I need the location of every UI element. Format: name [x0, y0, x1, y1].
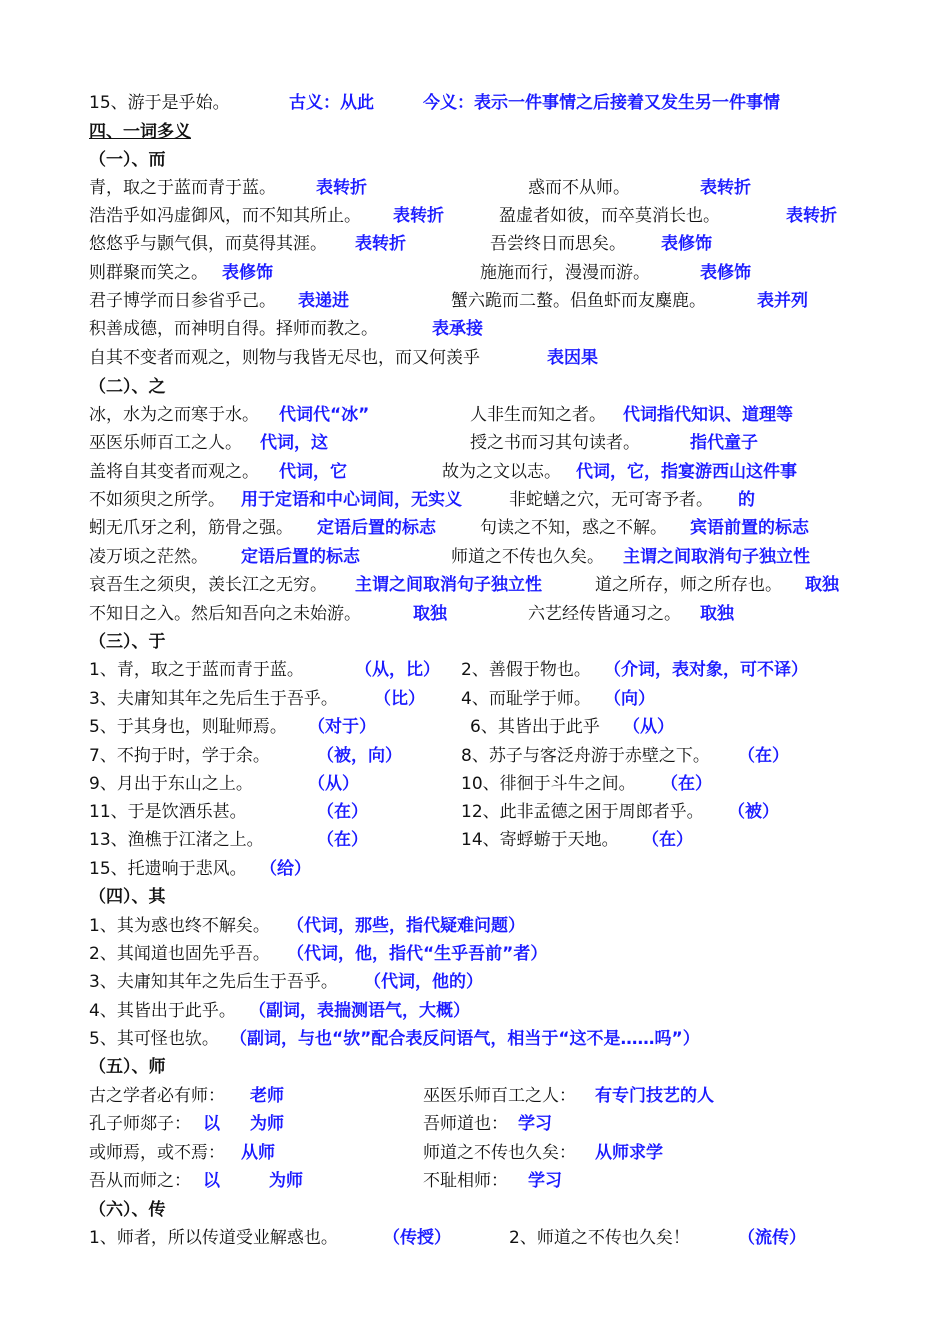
- explanation: （在）: [317, 802, 368, 822]
- example-row: [0, 968, 950, 996]
- explanation: 学习: [518, 1114, 552, 1134]
- explanation: 代词代“冰”: [279, 405, 370, 425]
- example: 3、夫庸知其年之先后生于吾乎。: [89, 689, 338, 709]
- explanation: 表修饰: [222, 263, 273, 283]
- explanation: （被）: [728, 802, 779, 822]
- example-row: [0, 401, 950, 429]
- example: 1、其为惑也终不解矣。: [89, 916, 270, 936]
- explanation: 表因果: [547, 348, 598, 368]
- explanation: 有专门技艺的人: [595, 1086, 714, 1106]
- example: 施施而行，漫漫而游。: [480, 263, 650, 283]
- example: 5、其可怪也欤。: [89, 1029, 219, 1049]
- explanation: 表修饰: [661, 234, 712, 254]
- explanation: （介词，表对象，可不译）: [604, 660, 808, 680]
- explanation: （在）: [661, 774, 712, 794]
- example: 吾尝终日而思矣。: [490, 234, 626, 254]
- explanation: 用于定语和中心词间，无实义: [241, 490, 462, 510]
- example: 君子博学而日参省乎己。: [89, 291, 276, 311]
- example: 不耻相师：: [423, 1171, 508, 1191]
- example: 6、其皆出于此乎: [470, 717, 600, 737]
- example-row: [0, 571, 950, 599]
- example-row: [0, 685, 950, 713]
- example: 2、师道之不传也久矣！: [509, 1228, 690, 1248]
- explanation: 表并列: [757, 291, 808, 311]
- explanation: 定语后置的标志: [317, 518, 436, 538]
- example-row: [0, 940, 950, 968]
- subsection-title: （四）、其: [89, 887, 166, 907]
- example: 师道之不传也久矣：: [423, 1143, 576, 1163]
- example: 8、苏子与客泛舟游于赤壁之下。: [461, 746, 710, 766]
- example: 11、于是饮酒乐甚。: [89, 802, 247, 822]
- explanation: 表递进: [298, 291, 349, 311]
- subsection-title: （五）、师: [89, 1057, 166, 1077]
- example-row: [0, 543, 950, 571]
- explanation: （从，比）: [355, 660, 440, 680]
- modern-meaning: 今义：表示一件事情之后接着又发生另一件事情: [423, 93, 780, 113]
- example: 非蛇蟮之穴，无可寄予者。: [509, 490, 713, 510]
- explanation: 学习: [528, 1171, 562, 1191]
- example: 道之所存，师之所存也。: [595, 575, 782, 595]
- example: 蚓无爪牙之利，筋骨之强。: [89, 518, 293, 538]
- example: 4、其皆出于此乎。: [89, 1001, 236, 1021]
- example-row: [0, 997, 950, 1025]
- explanation: （传授）: [383, 1228, 451, 1248]
- example-row: [0, 1110, 950, 1138]
- subsection-chuan: [0, 1196, 950, 1224]
- explanation: （副词，表揣测语气，大概）: [249, 1001, 470, 1021]
- example-row: [0, 713, 950, 741]
- example: 哀吾生之须臾，羡长江之无穷。: [89, 575, 327, 595]
- explanation: 表承接: [432, 319, 483, 339]
- example: 3、夫庸知其年之先后生于吾乎。: [89, 972, 338, 992]
- example-row: [0, 230, 950, 258]
- explanation: 为师: [250, 1114, 284, 1134]
- example: 1、青，取之于蓝而青于蓝。: [89, 660, 304, 680]
- example: 盖将自其变者而观之。: [89, 462, 259, 482]
- example: 4、而耻学于师。: [461, 689, 591, 709]
- explanation: 代词，它，指宴游西山这件事: [576, 462, 797, 482]
- example: 师道之不传也久矣。: [451, 547, 604, 567]
- example: 2、善假于物也。: [461, 660, 591, 680]
- explanation: 以: [203, 1171, 220, 1191]
- example: 积善成德，而神明自得。择师而教之。: [89, 319, 378, 339]
- example: 吾师道也：: [423, 1114, 508, 1134]
- subsection-title: （三）、于: [89, 632, 166, 652]
- example: 或师焉，或不焉：: [89, 1143, 225, 1163]
- explanation: 表转折: [700, 178, 751, 198]
- example-row: [0, 826, 950, 854]
- example-row: [0, 770, 950, 798]
- example: 浩浩乎如冯虚御风，而不知其所止。: [89, 206, 361, 226]
- example-row: [0, 344, 950, 372]
- explanation: 表转折: [786, 206, 837, 226]
- example-row: [0, 429, 950, 457]
- explanation: （代词，他，指代“生乎吾前”者）: [287, 944, 548, 964]
- example-row: [0, 855, 950, 883]
- example-row: [0, 1082, 950, 1110]
- example: 14、寄蜉蝣于天地。: [461, 830, 619, 850]
- explanation: （在）: [642, 830, 693, 850]
- explanation: 为师: [269, 1171, 303, 1191]
- example: 15、托遗响于悲风。: [89, 859, 247, 879]
- example: 7、不拘于时，学于余。: [89, 746, 270, 766]
- example: 5、于其身也，则耻师焉。: [89, 717, 287, 737]
- example: 巫医乐师百工之人。: [89, 433, 242, 453]
- explanation: 取独: [413, 604, 447, 624]
- example-row: [0, 1025, 950, 1053]
- example: 不知日之入。然后知吾向之未始游。: [89, 604, 361, 624]
- line-15: [0, 89, 950, 117]
- example: 则群聚而笑之。: [89, 263, 208, 283]
- subsection-yu: [0, 628, 950, 656]
- example: 不如须臾之所学。: [89, 490, 225, 510]
- example-row: [0, 514, 950, 542]
- example-row: [0, 600, 950, 628]
- explanation: 指代童子: [690, 433, 758, 453]
- subsection-title: （一）、而: [89, 150, 166, 170]
- example: 孔子师郯子：: [89, 1114, 191, 1134]
- explanation: 定语后置的标志: [241, 547, 360, 567]
- explanation: （副词，与也“欤”配合表反问语气，相当于“这不是……吗”）: [230, 1029, 700, 1049]
- example-row: [0, 1139, 950, 1167]
- example: 句读之不知，惑之不解。: [480, 518, 667, 538]
- explanation: （流传）: [738, 1228, 806, 1248]
- example-row: [0, 1224, 950, 1252]
- example: 巫医乐师百工之人：: [423, 1086, 576, 1106]
- example: 惑而不从师。: [528, 178, 630, 198]
- example: 蟹六跪而二螯。侣鱼虾而友麋鹿。: [451, 291, 706, 311]
- explanation: 表转折: [355, 234, 406, 254]
- example-row: [0, 259, 950, 287]
- explanation: （比）: [374, 689, 425, 709]
- explanation: 取独: [700, 604, 734, 624]
- explanation: 表修饰: [700, 263, 751, 283]
- example: 吾从而师之：: [89, 1171, 191, 1191]
- example-row: [0, 315, 950, 343]
- subsection-title: （六）、传: [89, 1200, 166, 1220]
- example: 凌万顷之茫然。: [89, 547, 208, 567]
- explanation: 表转折: [393, 206, 444, 226]
- example-row: [0, 174, 950, 202]
- example: 13、渔樵于江渚之上。: [89, 830, 264, 850]
- explanation: 的: [738, 490, 755, 510]
- explanation: 宾语前置的标志: [690, 518, 809, 538]
- subsection-er: [0, 146, 950, 174]
- explanation: 代词，这: [260, 433, 328, 453]
- explanation: （从）: [308, 774, 359, 794]
- example: 古之学者必有师：: [89, 1086, 225, 1106]
- explanation: （向）: [604, 689, 655, 709]
- example-row: [0, 287, 950, 315]
- explanation: 取独: [805, 575, 839, 595]
- example-row: [0, 742, 950, 770]
- explanation: 老师: [250, 1086, 284, 1106]
- example: 授之书而习其句读者。: [470, 433, 640, 453]
- example: 自其不变者而观之，则物与我皆无尽也，而又何羡乎: [89, 348, 480, 368]
- explanation: （从）: [623, 717, 674, 737]
- example: 2、其闻道也固先乎吾。: [89, 944, 270, 964]
- subsection-shi: [0, 1053, 950, 1081]
- subsection-qi: [0, 883, 950, 911]
- section-title: 四、一词多义: [89, 122, 191, 142]
- example-row: [0, 458, 950, 486]
- example: 1、师者，所以传道受业解惑也。: [89, 1228, 338, 1248]
- explanation: （代词，那些，指代疑难问题）: [287, 916, 525, 936]
- example-row: [0, 656, 950, 684]
- example-row: [0, 486, 950, 514]
- example: 9、月出于东山之上。: [89, 774, 253, 794]
- explanation: （给）: [260, 859, 311, 879]
- explanation: 代词指代知识、道理等: [623, 405, 793, 425]
- example: 10、徘徊于斗牛之间。: [461, 774, 636, 794]
- example-row: [0, 1167, 950, 1195]
- explanation: 主谓之间取消句子独立性: [355, 575, 542, 595]
- explanation: （在）: [738, 746, 789, 766]
- explanation: 代词，它: [279, 462, 347, 482]
- sentence: 15、游于是乎始。: [89, 93, 230, 113]
- explanation: （对于）: [308, 717, 376, 737]
- example: 悠悠乎与颢气俱，而莫得其涯。: [89, 234, 327, 254]
- explanation: 以: [203, 1114, 220, 1134]
- ancient-meaning: 古义：从此: [289, 93, 374, 113]
- example: 青，取之于蓝而青于蓝。: [89, 178, 276, 198]
- explanation: 主谓之间取消句子独立性: [623, 547, 810, 567]
- example: 12、此非孟德之困于周郎者乎。: [461, 802, 704, 822]
- example: 故为之文以志。: [442, 462, 561, 482]
- explanation: 表转折: [316, 178, 367, 198]
- explanation: 从师: [241, 1143, 275, 1163]
- explanation: （在）: [317, 830, 368, 850]
- example: 人非生而知之者。: [470, 405, 606, 425]
- example: 盈虚者如彼，而卒莫消长也。: [499, 206, 720, 226]
- example: 冰，水为之而寒于水。: [89, 405, 259, 425]
- subsection-title: （二）、之: [89, 377, 166, 397]
- example-row: [0, 798, 950, 826]
- example-row: [0, 912, 950, 940]
- section-heading: [0, 118, 950, 146]
- explanation: （代词，他的）: [364, 972, 483, 992]
- subsection-zhi: [0, 373, 950, 401]
- example-row: [0, 202, 950, 230]
- explanation: 从师求学: [595, 1143, 663, 1163]
- example: 六艺经传皆通习之。: [528, 604, 681, 624]
- explanation: （被，向）: [317, 746, 402, 766]
